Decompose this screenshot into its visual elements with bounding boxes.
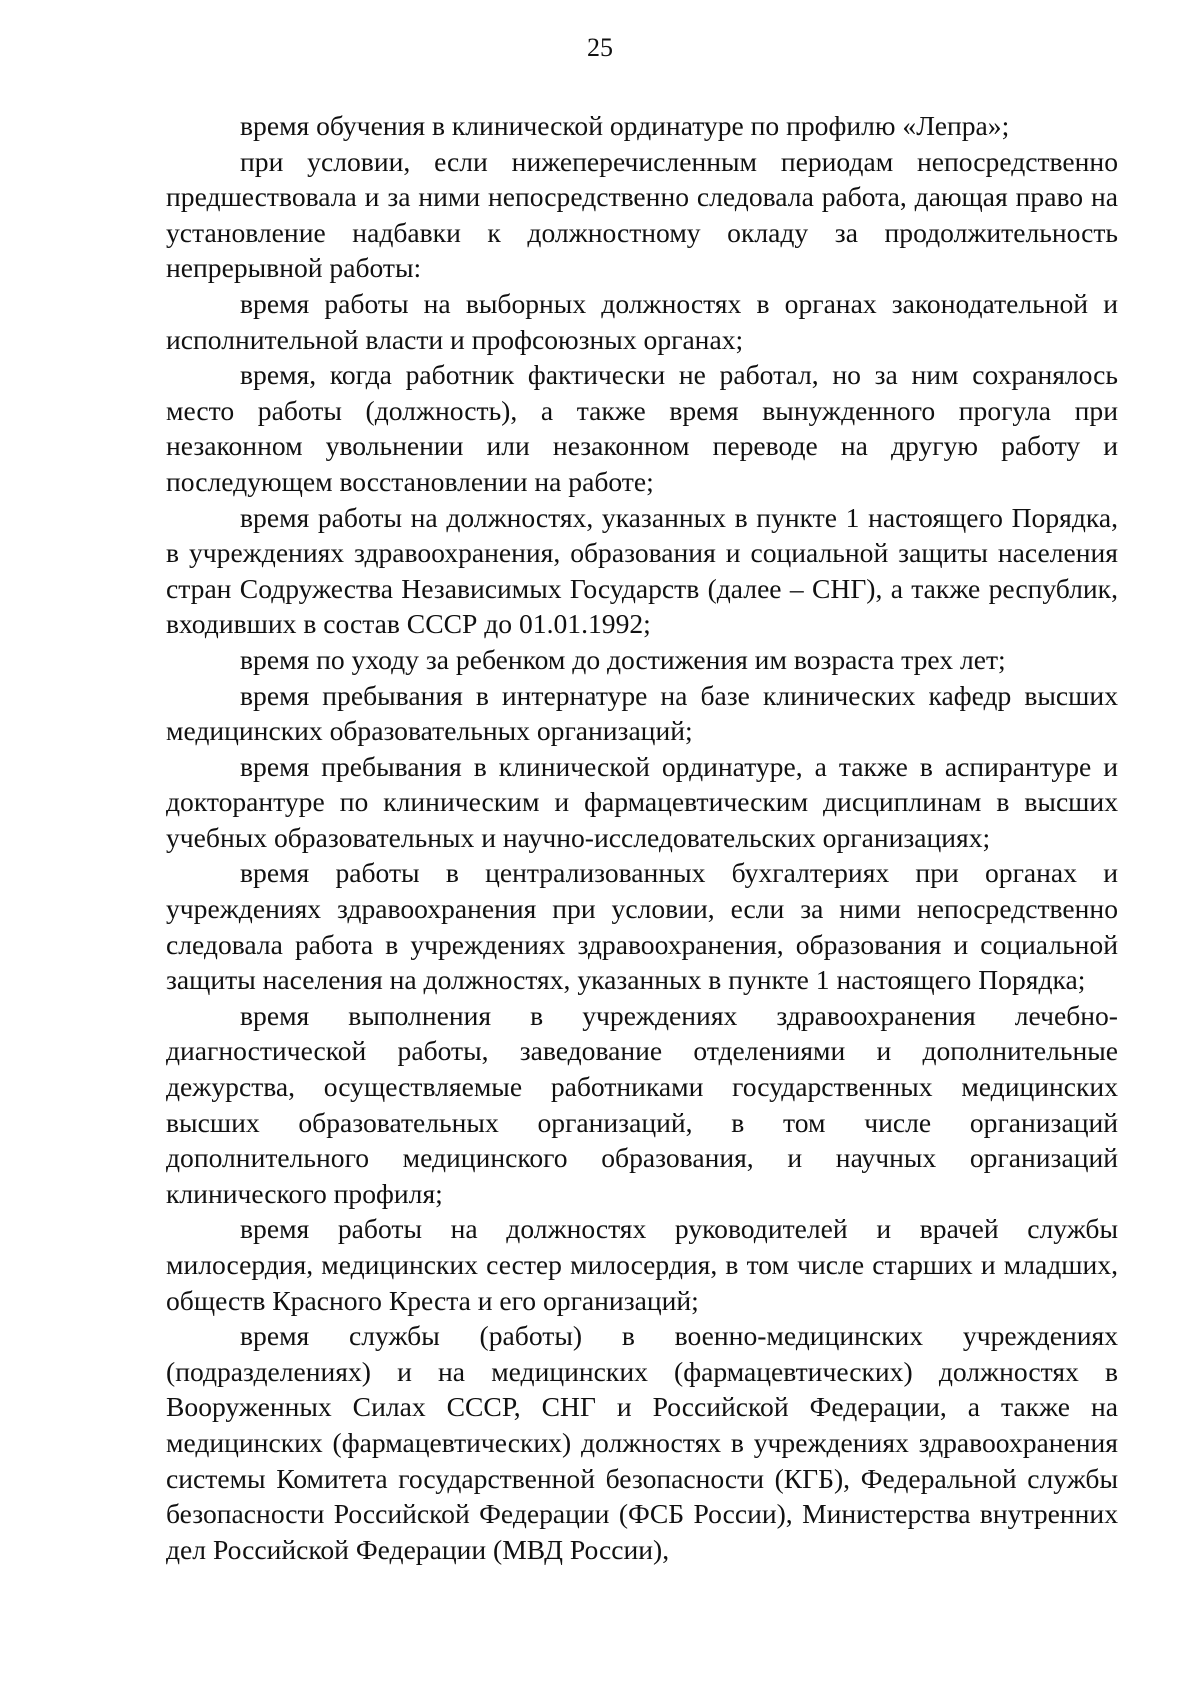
paragraph-residency-leprosy: время обучения в клинической ординатуре по профилю «Лепра»; <box>240 110 1010 141</box>
paragraph-diagnostic-work: время выполнения в учреждениях здравоохранения лечебно-диагностической работы, заведование отделениями и дополнительные дежурства, осуществляемые работниками государственных медицинских высших образовательных организаций, в том числе организаций дополнительного медицинского образования, и научных организаций клинического профиля; <box>166 999 1118 1209</box>
paragraph-red-cross: время работы на должностях руководителей и врачей службы милосердия, медицинских сестер милосердия, в том числе старших и младших, обществ Красного Креста и его организаций; <box>166 1213 1118 1316</box>
paragraph-residency-postgrad: время пребывания в клинической ординатуре, а также в аспирантуре и докторантуре по клиническим и фармацевтическим дисциплинам в высших учебных образовательных и научно-исследовательских организациях; <box>166 750 1118 853</box>
paragraph-forced-absence: время, когда работник фактически не работал, но за ним сохранялось место работы (должность), а также время вынужденного прогула при незаконном увольнении или незаконном переводе на другую работу и последующем восстановлении на работе; <box>166 359 1118 497</box>
paragraph-military-medical: время службы (работы) в военно-медицинских учреждениях (подразделениях) и на медицинских (фармацевтических) должностях в Вооруженных Силах СССР, СНГ и Российской Федерации, а также на медицинских (фармацевтических) должностях в учреждениях здравоохранения системы Комитета государственной безопасности (КГБ), Федеральной службы безопасности Российской Федерации (ФСБ России), Министерства внутренних дел Российской Федерации (МВД России), <box>166 1320 1118 1565</box>
paragraph-childcare: время по уходу за ребенком до достижения им возраста трех лет; <box>240 643 1006 675</box>
document-body <box>166 108 1118 1567</box>
paragraph-internship: время пребывания в интернатуре на базе клинических кафедр высших медицинских образовательных организаций; <box>166 679 1118 747</box>
page-number: 25 <box>587 33 613 62</box>
paragraph-condition: при условии, если нижеперечисленным периодам непосредственно предшествовала и за ними непосредственно следовала работа, дающая право на установление надбавки к должностному окладу за продолжительность непрерывной работы: <box>166 145 1118 284</box>
paragraph-accounting: время работы в централизованных бухгалтериях при органах и учреждениях здравоохранения при условии, если за ними непосредственно следовала работа в учреждениях здравоохранения, образования и социальной защиты населения на должностях, указанных в пункте 1 настоящего Порядка; <box>166 857 1118 996</box>
paragraph-elected-positions: время работы на выборных должностях в органах законодательной и исполнительной власти и профсоюзных органах; <box>166 287 1118 355</box>
paragraph-cis-work: время работы на должностях, указанных в пункте 1 настоящего Порядка, в учреждениях здравоохранения, образования и социальной защиты населения стран Содружества Независимых Государств (далее – СНГ), а также республик, входивших в состав СССР до 01.01.1992; <box>166 501 1118 640</box>
